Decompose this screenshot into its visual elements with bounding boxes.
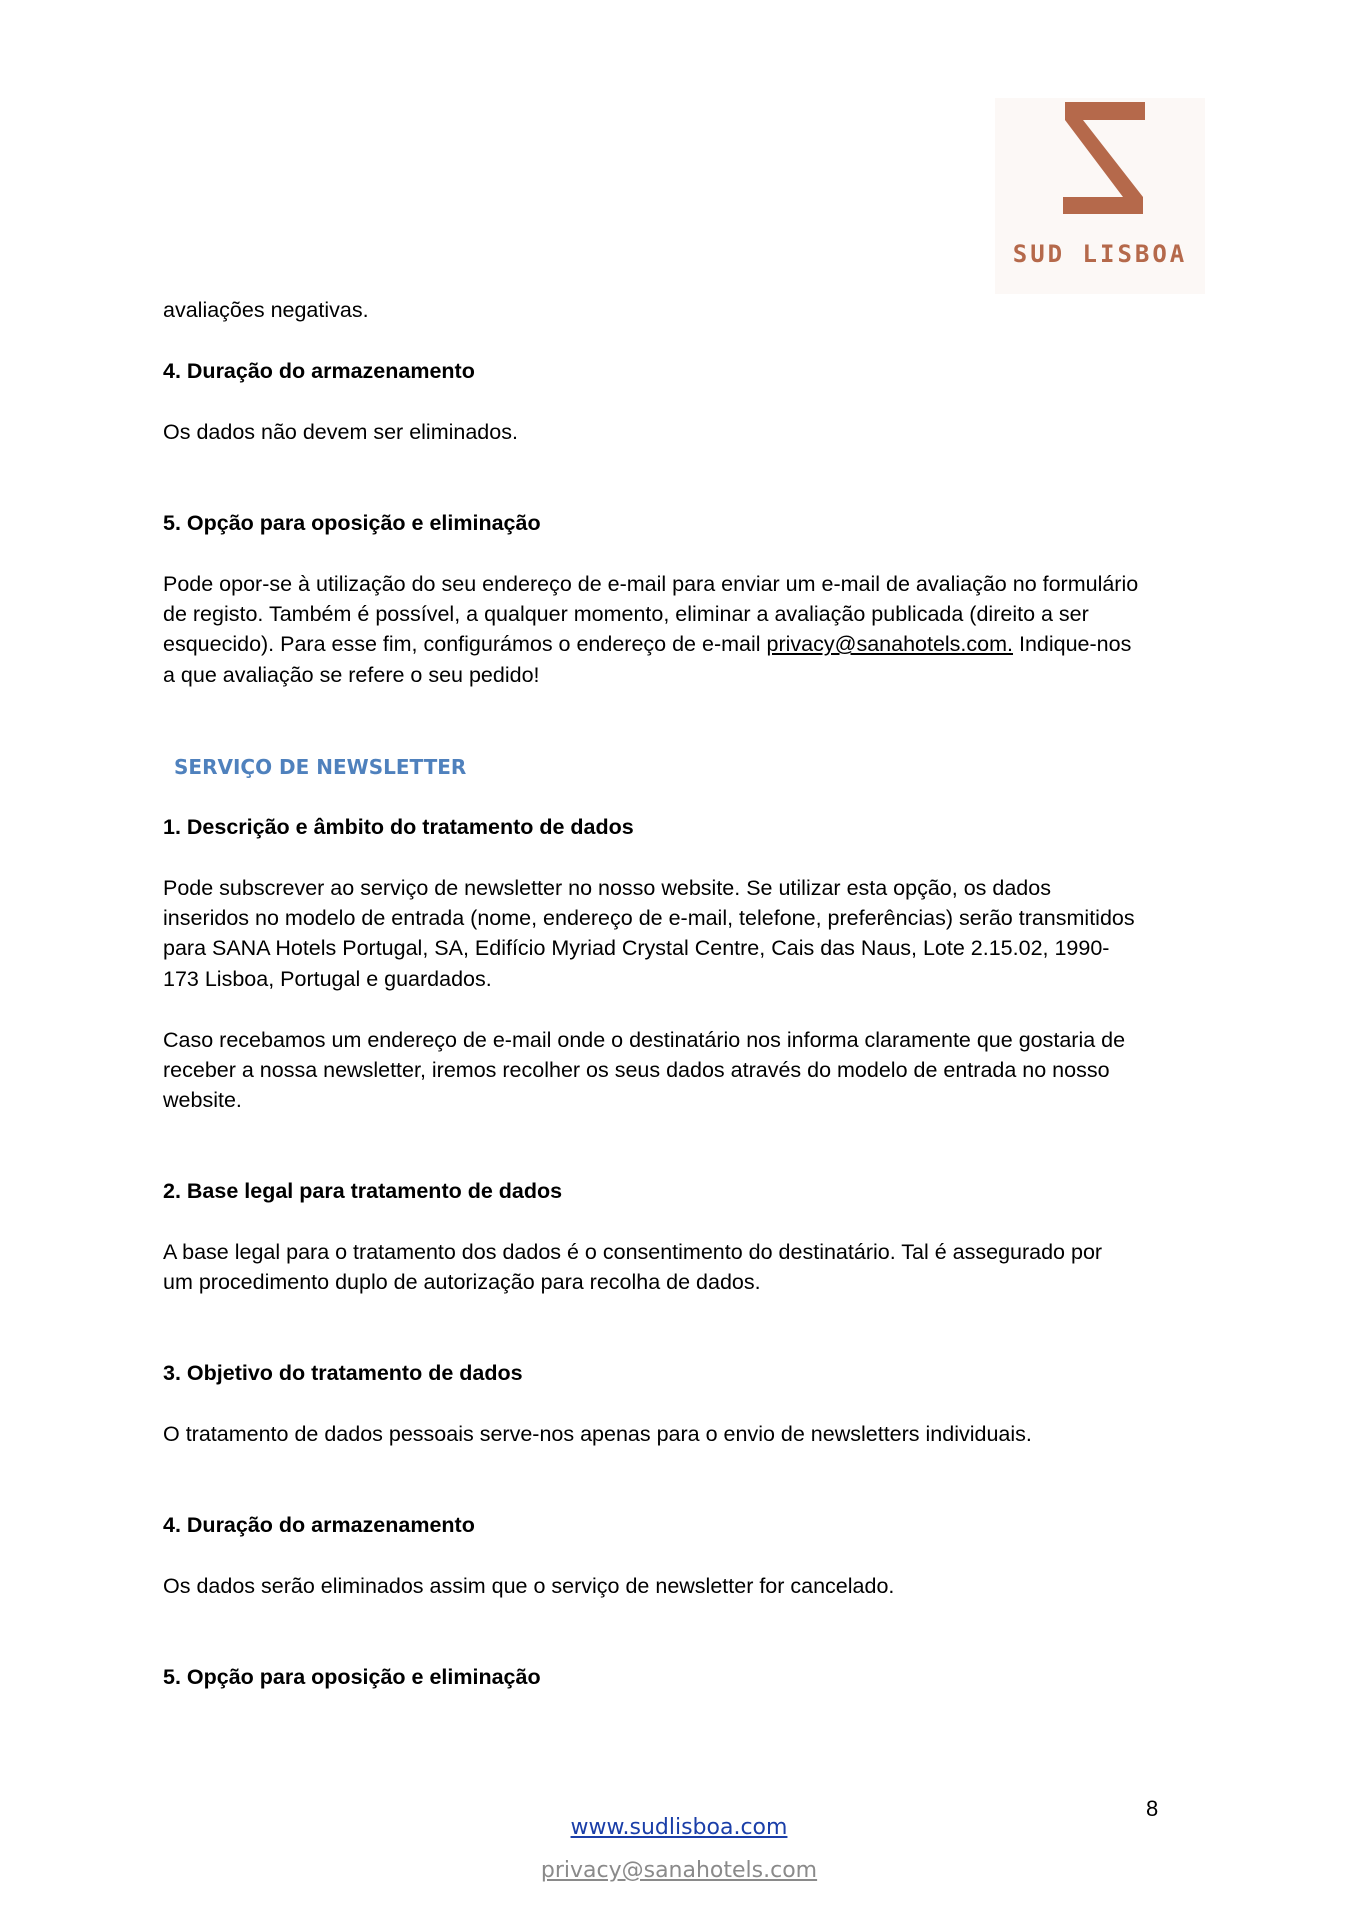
paragraph-line xyxy=(163,629,1131,659)
heading-storage-duration: 4. Duração do armazenamento xyxy=(163,359,475,383)
heading-storage-duration: 4. Duração do armazenamento xyxy=(163,1513,475,1537)
paragraph-line: para SANA Hotels Portugal, SA, Edifício Myriad Crystal Centre, Cais das Naus, Lote 2.15.02, 1990- xyxy=(163,936,1110,960)
heading-objective: 3. Objetivo do tratamento de dados xyxy=(163,1361,523,1385)
website-link[interactable]: www.sudlisboa.com xyxy=(570,1815,788,1840)
text-segment: Indique-nos xyxy=(1013,632,1132,656)
paragraph-line: a que avaliação se refere o seu pedido! xyxy=(163,663,540,687)
s-monogram-icon xyxy=(1053,102,1147,214)
paragraph-objective: O tratamento de dados pessoais serve-nos apenas para o envio de newsletters individuais. xyxy=(163,1422,1032,1446)
footer-email xyxy=(0,1856,1358,1886)
paragraph-line: inseridos no modelo de entrada (nome, endereço de e-mail, telefone, preferências) serão transmitidos xyxy=(163,906,1135,930)
heading-objection-deletion: 5. Opção para oposição e eliminação xyxy=(163,511,541,535)
paragraph-line: Caso recebamos um endereço de e-mail onde o destinatário nos informa claramente que gostaria de xyxy=(163,1028,1126,1052)
paragraph-tail: avaliações negativas. xyxy=(163,298,369,322)
heading-description: 1. Descrição e âmbito do tratamento de dados xyxy=(163,815,634,839)
paragraph-line: 173 Lisboa, Portugal e guardados. xyxy=(163,967,492,991)
company-logo xyxy=(995,98,1205,294)
paragraph-line: Pode opor-se à utilização do seu endereço de e-mail para enviar um e-mail de avaliação no formulário xyxy=(163,572,1139,596)
paragraph-storage-duration: Os dados serão eliminados assim que o serviço de newsletter for cancelado. xyxy=(163,1574,895,1598)
paragraph-line: website. xyxy=(163,1088,242,1112)
paragraph-line: de registo. Também é possível, a qualquer momento, eliminar a avaliação publicada (direito a ser xyxy=(163,602,1089,626)
text-segment: esquecido). Para esse fim, configurámos o endereço de e-mail xyxy=(163,632,767,656)
privacy-email-link[interactable]: privacy@sanahotels.com. xyxy=(766,632,1013,656)
heading-legal-basis: 2. Base legal para tratamento de dados xyxy=(163,1179,563,1203)
heading-objection-deletion: 5. Opção para oposição e eliminação xyxy=(163,1665,541,1689)
footer-website xyxy=(0,1813,1358,1843)
logo-text: SUD LISBOA xyxy=(1012,240,1188,268)
footer-email-link[interactable]: privacy@sanahotels.com xyxy=(540,1858,818,1883)
paragraph-line: receber a nossa newsletter, iremos recolher os seus dados através do modelo de entrada no nosso xyxy=(163,1058,1110,1082)
paragraph-line: um procedimento duplo de autorização para recolha de dados. xyxy=(163,1270,761,1294)
page-number: 8 xyxy=(1146,1796,1159,1821)
paragraph-line: Pode subscrever ao serviço de newsletter no nosso website. Se utilizar esta opção, os dados xyxy=(163,876,1051,900)
paragraph-storage-duration: Os dados não devem ser eliminados. xyxy=(163,420,518,444)
section-title-newsletter: SERVIÇO DE NEWSLETTER xyxy=(174,755,467,779)
paragraph-line: A base legal para o tratamento dos dados é o consentimento do destinatário. Tal é assegurado por xyxy=(163,1240,1103,1264)
